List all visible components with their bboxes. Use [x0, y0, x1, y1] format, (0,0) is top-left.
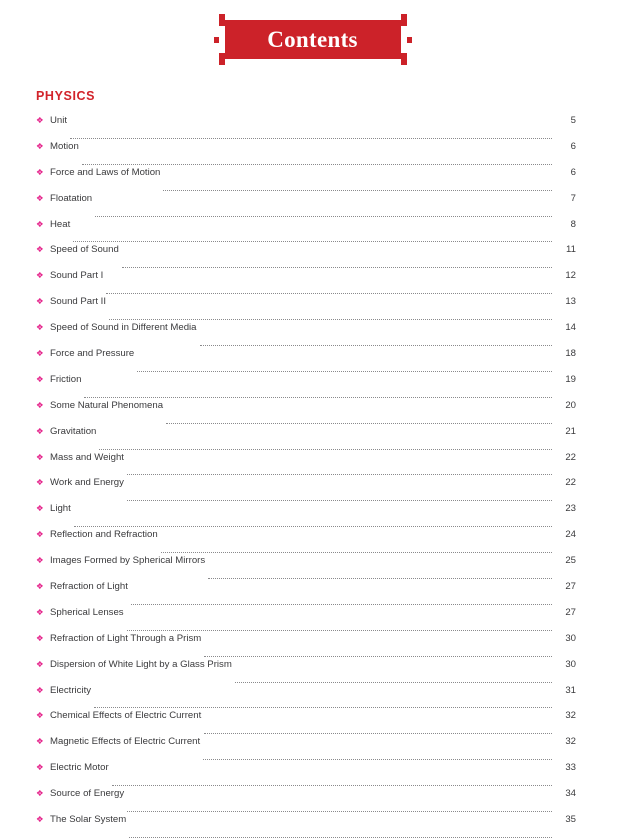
- toc-entry[interactable]: [36, 477, 576, 503]
- toc-entry-title: Speed of Sound in Different Media: [50, 322, 197, 334]
- dot-leader: [166, 423, 552, 424]
- toc-entry-page-number: 24: [565, 529, 576, 541]
- dot-leader: [82, 164, 552, 165]
- toc-entry-title: Motion: [50, 140, 79, 152]
- toc-entry-title: Magnetic Effects of Electric Current: [50, 736, 201, 748]
- diamond-floret-bullet-icon: ❖: [36, 218, 44, 229]
- dot-leader: [99, 449, 552, 450]
- toc-entry-page-number: 22: [565, 451, 576, 463]
- banner-notch-top-left-outer-icon: [219, 14, 225, 20]
- toc-entry-title: The Solar System: [50, 814, 127, 826]
- diamond-floret-bullet-icon: ❖: [36, 529, 44, 540]
- diamond-floret-bullet-icon: ❖: [36, 710, 44, 721]
- toc-entry-title: Dispersion of White Light by a Glass Prism: [50, 658, 232, 670]
- diamond-floret-bullet-icon: ❖: [36, 166, 44, 177]
- toc-entry-title: Chemical Effects of Electric Current: [50, 710, 202, 722]
- toc-entry-page-number: 32: [565, 710, 576, 722]
- toc-entry-page-number: 6: [570, 166, 576, 178]
- toc-entry[interactable]: [36, 633, 576, 659]
- toc-entry[interactable]: [36, 400, 576, 426]
- dot-leader: [208, 578, 552, 579]
- toc-entry-page-number: 21: [565, 425, 576, 437]
- toc-entry-title: Speed of Sound: [50, 244, 119, 256]
- banner-notch-middle-right-icon: [407, 37, 412, 43]
- toc-entry-page-number: 30: [565, 632, 576, 644]
- toc-entry-page-number: 34: [565, 788, 576, 800]
- diamond-floret-bullet-icon: ❖: [36, 477, 44, 488]
- banner-notch-top-right-icon: [401, 20, 407, 26]
- page-title: Contents: [267, 27, 358, 52]
- toc-entry-page-number: 30: [565, 658, 576, 670]
- diamond-floret-bullet-icon: ❖: [36, 632, 44, 643]
- toc-entry[interactable]: [36, 270, 576, 296]
- toc-entry-title: Images Formed by Spherical Mirrors: [50, 555, 206, 567]
- toc-entry[interactable]: [36, 296, 576, 322]
- toc-entry[interactable]: [36, 685, 576, 711]
- toc-entry-page-number: 23: [565, 503, 576, 515]
- toc-entry-page-number: 20: [565, 399, 576, 411]
- toc-entry[interactable]: [36, 452, 576, 478]
- toc-entry[interactable]: [36, 167, 576, 193]
- dot-leader: [137, 371, 552, 372]
- diamond-floret-bullet-icon: ❖: [36, 606, 44, 617]
- dot-leader: [200, 345, 553, 346]
- toc-entry-title: Refraction of Light Through a Prism: [50, 632, 202, 644]
- banner-notch-top-right-outer-icon: [401, 14, 407, 20]
- toc-entry-page-number: 13: [565, 296, 576, 308]
- toc-entry-page-number: 31: [565, 684, 576, 696]
- diamond-floret-bullet-icon: ❖: [36, 451, 44, 462]
- toc-entry[interactable]: [36, 736, 576, 762]
- toc-entry[interactable]: [36, 762, 576, 788]
- toc-entry[interactable]: [36, 219, 576, 245]
- toc-entry-title: Unit: [50, 115, 68, 126]
- diamond-floret-bullet-icon: ❖: [36, 399, 44, 410]
- diamond-floret-bullet-icon: ❖: [36, 684, 44, 695]
- toc-entry-page-number: 27: [565, 606, 576, 618]
- diamond-floret-bullet-icon: ❖: [36, 140, 44, 151]
- diamond-floret-bullet-icon: ❖: [36, 788, 44, 799]
- diamond-floret-bullet-icon: ❖: [36, 270, 44, 281]
- toc-entry-page-number: 35: [565, 814, 576, 826]
- toc-entry-page-number: 19: [565, 373, 576, 385]
- dot-leader: [84, 397, 552, 398]
- banner-notch-top-left-icon: [219, 20, 225, 26]
- dot-leader: [94, 707, 552, 708]
- toc-entry[interactable]: [36, 374, 576, 400]
- dot-leader: [74, 526, 552, 527]
- diamond-floret-bullet-icon: ❖: [36, 736, 44, 747]
- dot-leader: [131, 604, 552, 605]
- toc-entry[interactable]: [36, 607, 576, 633]
- dot-leader: [122, 267, 552, 268]
- diamond-floret-bullet-icon: ❖: [36, 762, 44, 773]
- toc-entry-page-number: 5: [570, 115, 576, 126]
- dot-leader: [204, 733, 552, 734]
- diamond-floret-bullet-icon: ❖: [36, 244, 44, 255]
- banner-notch-bottom-right-outer-icon: [401, 59, 407, 65]
- toc-entry-title: Sound Part II: [50, 296, 106, 308]
- toc-entry-page-number: 22: [565, 477, 576, 489]
- dot-leader: [95, 216, 552, 217]
- dot-leader: [127, 630, 552, 631]
- toc-entry-title: Mass and Weight: [50, 451, 124, 463]
- diamond-floret-bullet-icon: ❖: [36, 555, 44, 566]
- dot-leader: [127, 811, 552, 812]
- table-of-contents-list: [36, 115, 576, 840]
- toc-entry[interactable]: [36, 426, 576, 452]
- toc-entry-title: Work and Energy: [50, 477, 124, 489]
- toc-entry-title: Force and Laws of Motion: [50, 166, 161, 178]
- contents-banner: [0, 20, 625, 59]
- toc-entry-page-number: 11: [566, 244, 576, 256]
- toc-entry-title: Reflection and Refraction: [50, 529, 158, 541]
- toc-entry-title: Heat: [50, 218, 71, 230]
- diamond-floret-bullet-icon: ❖: [36, 373, 44, 384]
- diamond-floret-bullet-icon: ❖: [36, 296, 44, 307]
- toc-entry-title: Sound Part I: [50, 270, 104, 282]
- dot-leader: [70, 138, 552, 139]
- toc-entry[interactable]: [36, 581, 576, 607]
- toc-entry[interactable]: [36, 710, 576, 736]
- toc-entry-title: Force and Pressure: [50, 348, 135, 360]
- toc-entry-page-number: 6: [570, 140, 576, 152]
- section-heading-physics: PHYSICS: [36, 89, 96, 103]
- toc-entry-title: Light: [50, 503, 71, 515]
- toc-entry[interactable]: [36, 244, 576, 270]
- toc-entry-title: Electric Motor: [50, 762, 109, 774]
- diamond-floret-bullet-icon: ❖: [36, 658, 44, 669]
- dot-leader: [161, 552, 552, 553]
- dot-leader: [203, 759, 552, 760]
- diamond-floret-bullet-icon: ❖: [36, 425, 44, 436]
- toc-entry-page-number: 14: [565, 322, 576, 334]
- diamond-floret-bullet-icon: ❖: [36, 814, 44, 825]
- toc-entry[interactable]: [36, 503, 576, 529]
- toc-entry[interactable]: [36, 659, 576, 685]
- dot-leader: [235, 682, 552, 683]
- diamond-floret-bullet-icon: ❖: [36, 322, 44, 333]
- toc-entry-page-number: 25: [565, 555, 576, 567]
- toc-entry[interactable]: [36, 788, 576, 814]
- dot-leader: [127, 500, 552, 501]
- toc-entry-title: Refraction of Light: [50, 581, 128, 593]
- toc-entry-title: Spherical Lenses: [50, 606, 124, 618]
- toc-entry-page-number: 8: [570, 218, 576, 230]
- dot-leader: [129, 837, 552, 838]
- toc-entry[interactable]: [36, 322, 576, 348]
- banner-notch-bottom-left-outer-icon: [219, 59, 225, 65]
- toc-entry[interactable]: [36, 529, 576, 555]
- diamond-floret-bullet-icon: ❖: [36, 115, 44, 125]
- contents-banner-box: [225, 20, 401, 59]
- toc-entry-title: Electricity: [50, 684, 92, 696]
- toc-entry-title: Some Natural Phenomena: [50, 399, 164, 411]
- toc-entry[interactable]: [36, 141, 576, 167]
- banner-notch-middle-left-icon: [214, 37, 219, 43]
- toc-entry-page-number: 18: [565, 348, 576, 360]
- toc-entry-page-number: 12: [565, 270, 576, 282]
- dot-leader: [106, 293, 552, 294]
- toc-entry[interactable]: [36, 193, 576, 219]
- toc-entry[interactable]: [36, 348, 576, 374]
- dot-leader: [204, 656, 552, 657]
- toc-entry[interactable]: [36, 814, 576, 840]
- toc-entry[interactable]: [36, 555, 576, 581]
- diamond-floret-bullet-icon: ❖: [36, 348, 44, 359]
- dot-leader: [73, 241, 552, 242]
- toc-entry-title: Gravitation: [50, 425, 97, 437]
- dot-leader: [112, 785, 552, 786]
- dot-leader: [163, 190, 552, 191]
- toc-entry[interactable]: [36, 115, 576, 141]
- diamond-floret-bullet-icon: ❖: [36, 192, 44, 203]
- toc-entry-page-number: 33: [565, 762, 576, 774]
- toc-entry-title: Source of Energy: [50, 788, 125, 800]
- diamond-floret-bullet-icon: ❖: [36, 581, 44, 592]
- dot-leader: [109, 319, 552, 320]
- toc-entry-title: Floatation: [50, 192, 93, 204]
- diamond-floret-bullet-icon: ❖: [36, 503, 44, 514]
- dot-leader: [127, 474, 552, 475]
- toc-entry-title: Friction: [50, 373, 82, 385]
- toc-entry-page-number: 27: [565, 581, 576, 593]
- toc-entry-page-number: 32: [565, 736, 576, 748]
- toc-entry-page-number: 7: [570, 192, 576, 204]
